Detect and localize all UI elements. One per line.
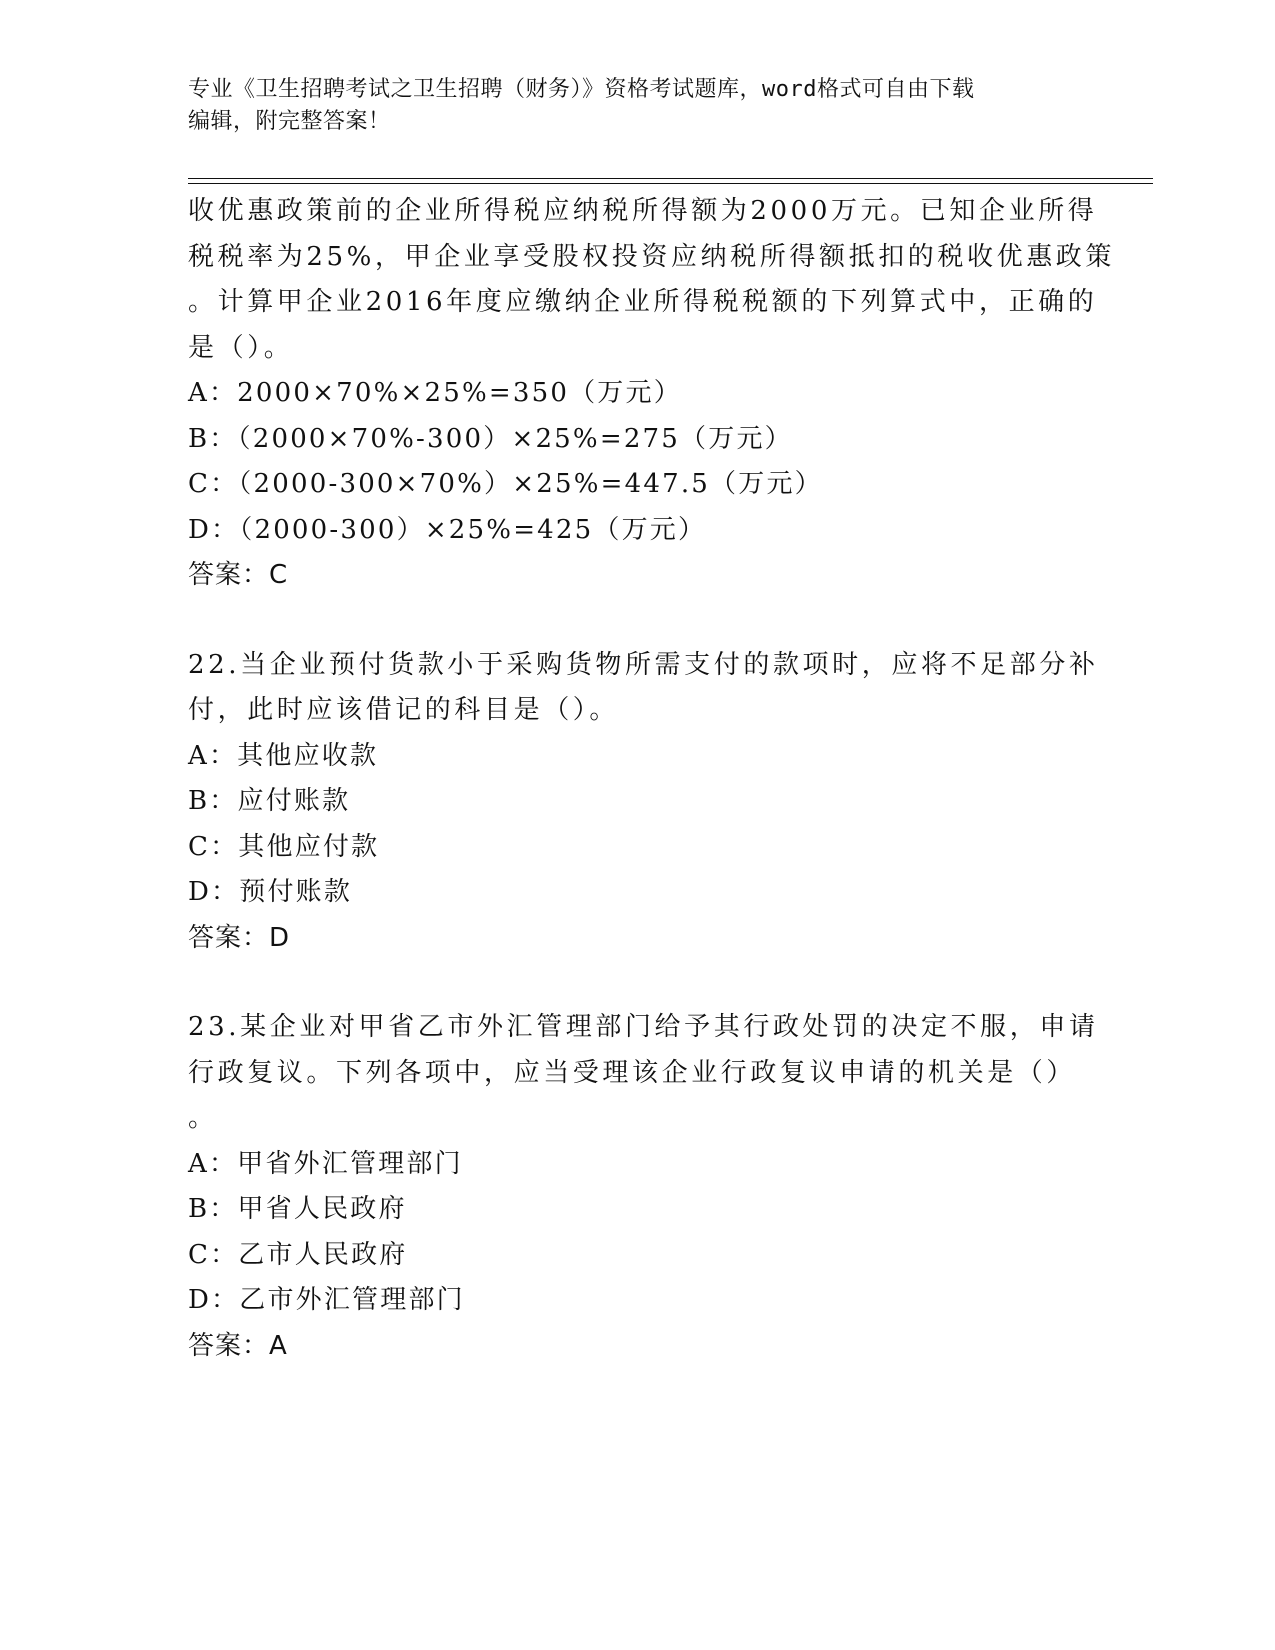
document-body: [188, 189, 1115, 1369]
question-text-line: 。计算甲企业2016年度应缴纳企业所得税税额的下列算式中，正确的: [188, 287, 1098, 317]
question-23: [188, 1005, 1099, 1369]
answer-line: 答案：D: [188, 922, 291, 953]
option-d: D：（2000-300）×25%=425（万元）: [188, 514, 707, 545]
question-text-line: 税税率为25%，甲企业享受股权投资应纳税所得额抵扣的税收优惠政策: [188, 241, 1115, 272]
answer-line: 答案：A: [188, 1330, 288, 1361]
option-a: A：2000×70%×25%=350（万元）: [188, 378, 682, 408]
option-d: D：预付账款: [188, 877, 353, 907]
answer-line: 答案：C: [188, 560, 289, 590]
option-d: D：乙市外汇管理部门: [188, 1285, 465, 1315]
question-text-line: 。: [188, 1103, 218, 1133]
question-text-line: 23.某企业对甲省乙市外汇管理部门给予其行政处罚的决定不服，申请: [188, 1012, 1099, 1042]
question-spacer: [188, 961, 1088, 1005]
option-c: C：（2000-300×70%）×25%=447.5（万元）: [188, 469, 823, 499]
question-22: [188, 643, 1099, 962]
option-b: B：（2000×70%-300）×25%=275（万元）: [188, 423, 793, 454]
question-text-line: 是（）。: [188, 332, 294, 363]
option-a: A：其他应收款: [188, 740, 379, 771]
header-divider-top: [188, 178, 1153, 179]
option-b: B：应付账款: [188, 786, 351, 816]
header-line-1: 专业《卫生招聘考试之卫生招聘（财务）》资格考试题库，word格式可自由下载: [188, 77, 975, 102]
question-text-line: 付，此时应该借记的科目是（）。: [188, 695, 620, 725]
header-line-2: 编辑，附完整答案！: [188, 109, 391, 134]
option-c: C：其他应付款: [188, 831, 380, 862]
question-text-line: 收优惠政策前的企业所得税应纳税所得额为2000万元。已知企业所得: [188, 196, 1098, 226]
option-b: B：甲省人民政府: [188, 1194, 407, 1224]
option-c: C：乙市人民政府: [188, 1239, 408, 1270]
header-divider-bottom: [188, 183, 1153, 184]
page-header: [188, 74, 1088, 138]
option-a: A：甲省外汇管理部门: [188, 1148, 463, 1179]
question-text-line: 22.当企业预付货款小于采购货物所需支付的款项时，应将不足部分补: [188, 649, 1099, 680]
question-21: [188, 189, 1115, 599]
question-text-line: 行政复议。下列各项中，应当受理该企业行政复议申请的机关是（）: [188, 1057, 1077, 1088]
question-spacer: [188, 599, 1088, 643]
